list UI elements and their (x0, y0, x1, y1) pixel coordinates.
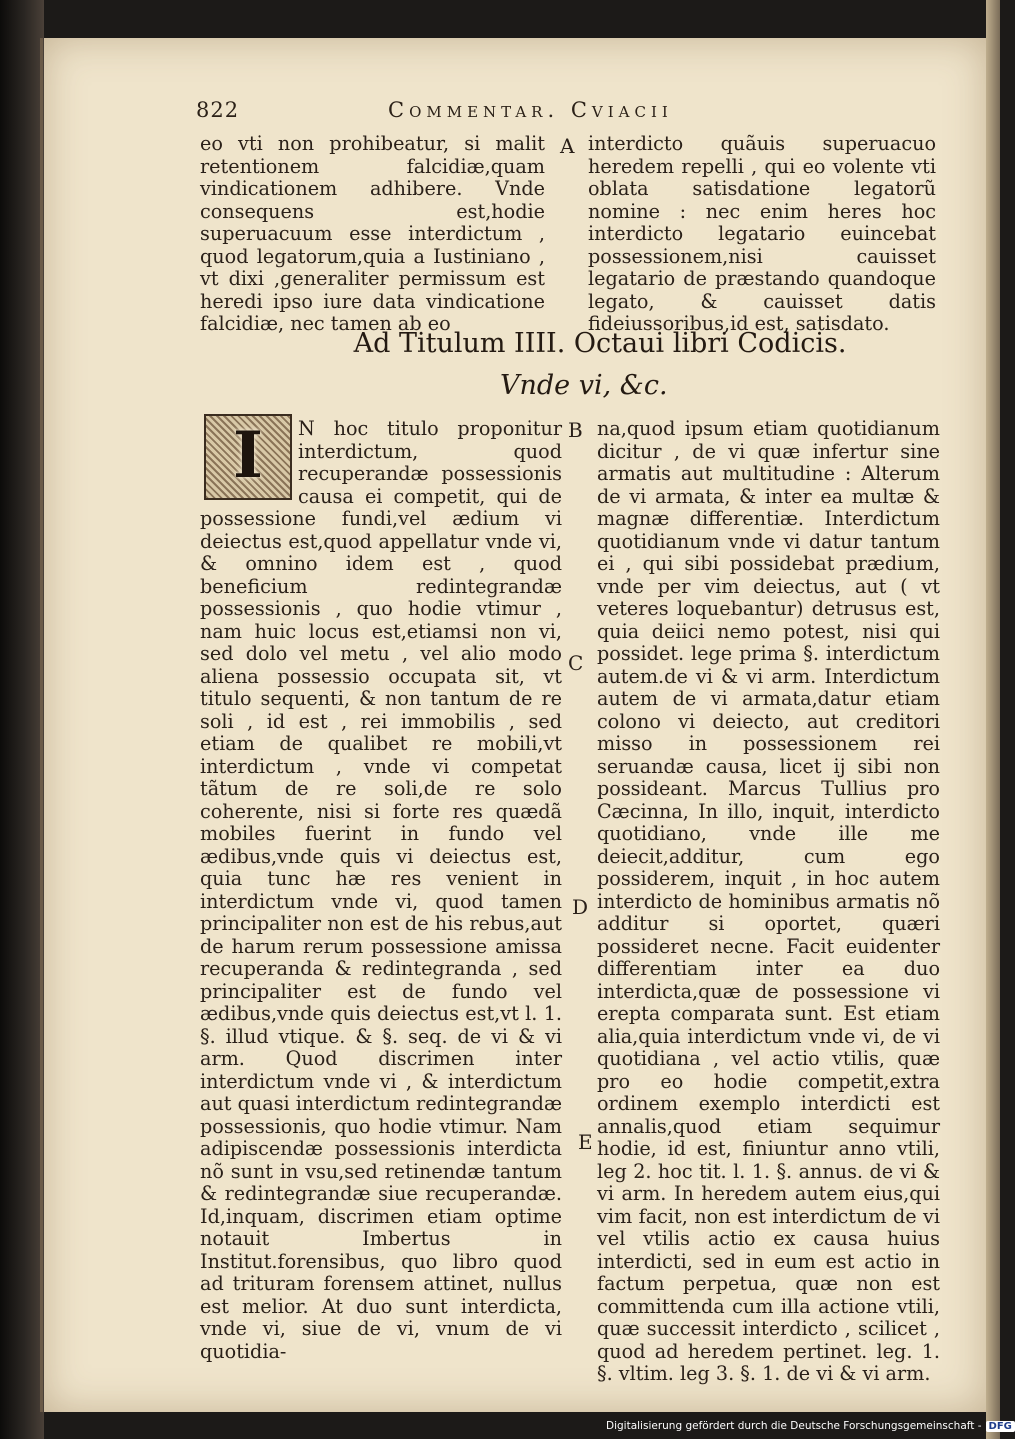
margin-letter-c: C (568, 651, 584, 675)
top-left-column (200, 133, 545, 336)
main-left-column (200, 418, 562, 1363)
top-left-text: eo vti non prohibeatur, si malit retentionem falcidiæ,quam vindicationem adhibere. Vnde consequens est,hodie superuacuum esse interdictum , quod legatorum,quia a Iustiniano , vt dixi ,generaliter permissum est heredi ipso iure data vindicatione falcidiæ, nec tamen ab eo (200, 132, 545, 335)
margin-letter-e: E (578, 1130, 593, 1154)
margin-letter-d: D (572, 895, 589, 919)
main-right-column (597, 418, 940, 1386)
main-right-text: na,quod ipsum etiam quotidianum dicitur , de vi quæ infertur sine armatis aut multitudine : Alterum de vi armata, & inter ea multæ & magnæ differentiæ. Interdictum quotidianum vnde vi datur tantum ei , qui sibi possidebat prædium, vnde per vim deiectus, aut ( vt veteres loquebantur) detrusus est, quia deiici nemo potest, nisi qui possidet. lege prima §. interdictum autem.de vi & vi arm. Interdictum autem de vi armata,datur etiam colono vi deiecto, aut creditori misso in possessionem rei seruandæ causa, licet ij sibi non possideant. Marcus Tullius pro Cæcinna, In illo, inquit, interdicto quotidiano, vnde ille me deiecit,additur, cum ego possiderem, inquit , in hoc autem interdicto de hominibus armatis nõ additur si oportet, quæri possideret necne. Facit euidenter differentiam inter ea duo interdicta,quæ de possessione vi erepta comparata sunt. Est etiam alia,quia interdictum vnde vi, de vi quotidiana , vel actio vtilis, quæ pro eo hodie competit,extra ordinem exemplo interdicti est annalis,quod etiam sequimur hodie, id est, finiuntur anno vtili, leg 2. hoc tit. l. 1. §. annus. de vi & vi arm. In heredem autem eius,qui vim facit, non est interdictum de vi vel vtilis actio ex causa huius interdicti, sed in eum est actio in factum perpetua, quæ non est committenda cum illa actione vtili, quæ successit interdicto , scilicet , quod ad heredem pertinet. leg. 1. §. vltim. leg 3. §. 1. de vi & vi arm. (597, 417, 940, 1385)
page-edge-right (986, 0, 1000, 1439)
top-right-column (588, 133, 936, 336)
digitization-footer (606, 1420, 1012, 1436)
margin-letter-a: A (560, 134, 575, 158)
section-heading: Ad Titulum IIII. Octaui libri Codicis. (353, 328, 847, 359)
footer-text: Digitalisierung gefördert durch die Deutsche Forschungsgemeinschaft - (606, 1420, 982, 1432)
section-subheading: Vnde vi, &c. (500, 370, 668, 401)
page-number: 822 (196, 98, 240, 122)
book-binding-edge (0, 0, 44, 1439)
margin-letter-b: B (568, 418, 583, 442)
gutter-line (40, 38, 43, 1412)
running-head (196, 98, 796, 128)
initial-letter: I (233, 418, 263, 493)
top-right-text: interdicto quãuis superuacuo heredem repelli , qui eo volente vti oblata satisdatione legatorũ nomine : nec enim heres hoc interdicto legatario euincebat possessionem,nisi cauisset legatario de præstando quandoque legato, & cauisset datis fideiussoribus,id est, satisdato. (588, 132, 936, 335)
dfg-logo: DFG (986, 1421, 1015, 1432)
running-title: Commentar. Cviacii (388, 98, 673, 122)
main-left-text: N hoc titulo proponitur interdictum, quod recuperandæ possessionis causa ei competit, qui de possessione fundi,vel ædium vi deiectus est,quod appellatur vnde vi, & omnino idem est , quod beneficium redintegrandæ possessionis , quo hodie vtimur , nam huic locus est,etiamsi non vi, sed dolo vel metu , vel alio modo aliena possessio occupata sit, vt titulo sequenti, & non tantum de re soli , id est , rei immobilis , sed etiam de qualibet re mobili,vt interdictum , vnde vi competat tãtum de re soli,de re solo coherente, nisi si forte res quædã mobiles fuerint in fundo vel ædibus,vnde quis vi deiectus est, quia tunc hæ res venient in interdictum vnde vi, quod tamen principaliter non est de his rebus,aut de harum rerum possessione amissa recuperanda & redintegranda , sed principaliter est de fundo vel ædibus,vnde quis deiectus est,vt l. 1. §. illud vtique. & §. seq. de vi & vi arm. Quod discrimen inter interdictum vnde vi , & interdictum aut quasi interdictum redintegrandæ possessionis, quo hodie vtimur. Nam adipiscendæ possessionis interdicta nõ sunt in vsu,sed retinendæ tantum & redintegrandæ siue recuperandæ. Id,inquam, discrimen etiam optime notauit Imbertus in Institut.forensibus, quo libro quod ad trituram forensem attinet, nullus est melior. At duo sunt interdicta, vnde vi, siue de vi, vnum de vi quotidia- (200, 417, 562, 1363)
